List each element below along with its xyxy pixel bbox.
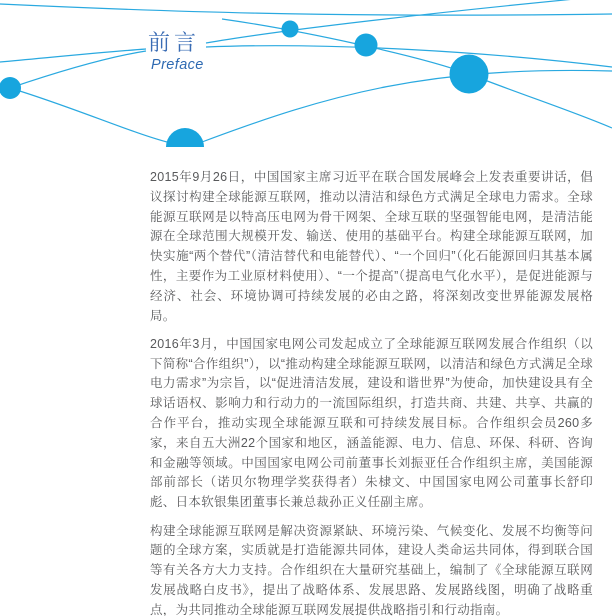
network-edge [202, 70, 612, 142]
network-node [450, 55, 489, 94]
network-edge [206, 0, 585, 43]
network-edge [222, 19, 612, 128]
network-node-half [166, 128, 204, 147]
network-nodes [0, 21, 489, 148]
preface-body [150, 168, 593, 616]
paragraph-3: 构建全球能源互联网是解决资源紧缺、环境污染、气候变化、发展不均衡等问题的全球方案，实质就是打造能源共同体，建设人类命运共同体，得到联合国等有关各方大力支持。合作组织在大量研究基础上，编制了《全球能源互联网发展战略白皮书》，提出了战略体系、发展思路、发展路线图，明确了战略重点，为共同推动全球能源互联网发展提供战略指引和行动指南。 [150, 523, 593, 616]
network-edges [0, 0, 612, 142]
network-edge [0, 4, 612, 15]
network-node [282, 21, 299, 38]
paragraph-1: 2015年9月26日，中国国家主席习近平在联合国发展峰会上发表重要讲话，倡议探讨构建全球能源互联网，推动以清洁和绿色方式满足全球电力需求。全球能源互联网是以特高压电网为骨干网架、全球互联的坚强智能电网，是清洁能源在全球范围大规模开发、输送、使用的基础平台。构建全球能源互联网，加快实施“两个替代”（清洁替代和电能替代）、“一个回归”（化石能源回归其基本属性，主要作为工业原材料使用）、“一个提高”（提高电气化水平），是促进能源与经济、社会、环境协调可持续发展的必由之路，将深刻改变世界能源发展格局。 [150, 170, 593, 323]
network-node [355, 34, 378, 57]
network-edge [10, 88, 167, 142]
page-subtitle: Preface [151, 57, 204, 73]
title-block [148, 31, 204, 73]
network-edge [10, 51, 146, 88]
network-decoration-graphic [0, 0, 612, 175]
network-node [0, 77, 21, 99]
page-title: 前言 [148, 30, 201, 55]
paragraph-2: 2016年3月，中国国家电网公司发起成立了全球能源互联网发展合作组织（以下简称“合作组织”），以“推动构建全球能源互联网，以清洁和绿色方式满足全球电力需求”为宗旨，以“促进清洁发展，建设和谐世界”为使命，加快建设具有全球话语权、影响力和行动力的一流国际组织，打造共商、共建、共享、共赢的合作平台，推动实现全球能源互联和可持续发展目标。合作组织会员260多家，来自五大洲22个国家和地区，涵盖能源、电力、信息、环保、科研、咨询和金融等领域。中国国家电网公司前董事长刘振亚任合作组织主席，美国能源部前部长（诺贝尔物理学奖获得者）朱棣文、中国国家电网公司董事长舒印彪、日本软银集团董事长兼总裁孙正义任副主席。 [150, 336, 593, 510]
